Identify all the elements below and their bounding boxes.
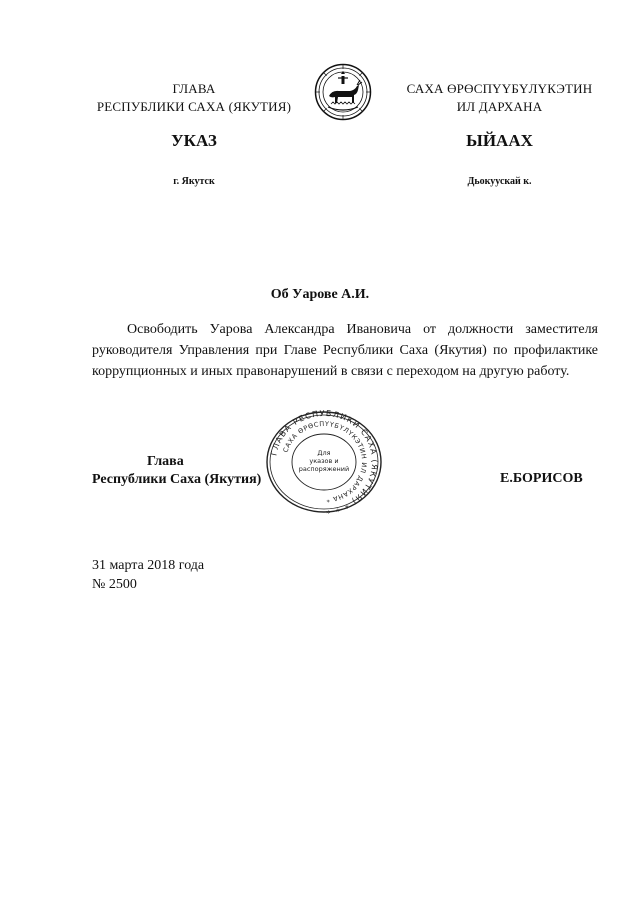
header-left-line1: ГЛАВА (172, 81, 216, 96)
header-right-line2: ИЛ ДАРХАНА (456, 99, 543, 114)
signature-role (92, 453, 261, 489)
city-ru: г. Якутск (173, 176, 215, 187)
signature-role-line2: Республики Саха (Якутия) (92, 472, 262, 487)
svg-text:Для: Для (317, 449, 331, 457)
doc-type-sakha: ЫЙААХ (466, 131, 533, 150)
document-footer (92, 556, 204, 594)
header-right (392, 80, 607, 116)
body-paragraph: Освободить Уарова Александра Ивановича от должности заместителя руководителя Управления при Главе Республики Саха (Якутия) по профилактике коррупционных и иных правонарушений в связи с переходом на другую работу. (92, 322, 598, 379)
official-seal-stamp (262, 410, 386, 515)
svg-text:указов и: указов и (309, 457, 339, 465)
signature-name: Е.БОРИСОВ (500, 471, 583, 486)
document-title: Об Уарове А.И. (270, 287, 370, 302)
header-right-line1: САХА ӨРӨСПҮҮБҮЛҮКЭТИН (406, 81, 593, 96)
coat-of-arms-emblem (314, 63, 372, 121)
svg-text:распоряжений: распоряжений (298, 465, 350, 473)
city-sakha: Дьокуускай к. (467, 176, 532, 187)
document-number: № 2500 (92, 577, 137, 592)
doc-type-ru: УКАЗ (171, 131, 217, 150)
header-left (84, 80, 304, 116)
document-date: 31 марта 2018 года (92, 558, 205, 573)
svg-text:ГЛАВА РЕСПУБЛИКИ САХА (ЯКУТИЯ): ГЛАВА РЕСПУБЛИКИ САХА (ЯКУТИЯ) * * * (269, 410, 380, 515)
signature-role-line1: Глава (147, 454, 184, 469)
svg-text:САХА ӨРӨСПҮҮБҮЛҮКЭТИН ИЛ ДАРХА: САХА ӨРӨСПҮҮБҮЛҮКЭТИН ИЛ ДАРХАНА * (281, 419, 369, 504)
document-body (92, 319, 598, 382)
header-left-line2: РЕСПУБЛИКИ САХА (ЯКУТИЯ) (96, 99, 292, 114)
